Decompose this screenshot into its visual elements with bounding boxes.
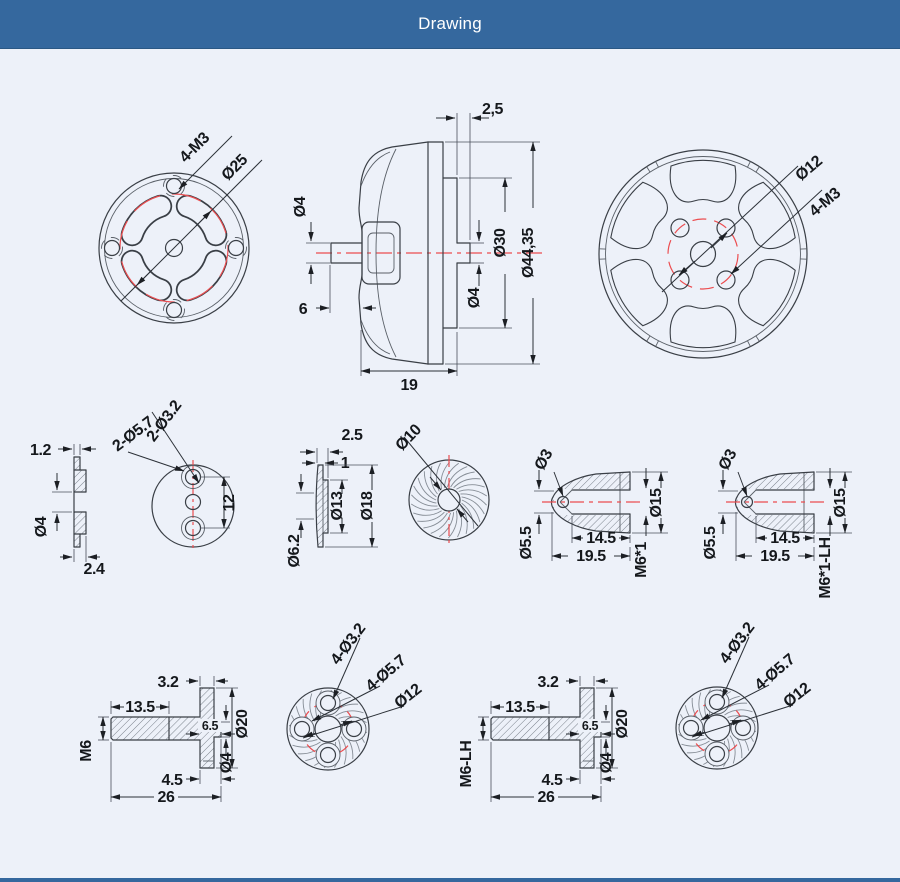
drawing-tab-header bbox=[0, 0, 900, 49]
view-prop-washer-cw bbox=[287, 620, 425, 770]
view-flange-washer-side bbox=[286, 427, 378, 568]
dim-od: Ø18 bbox=[359, 491, 376, 521]
dim-stub-len: 4.5 bbox=[541, 772, 563, 789]
view-pivot-disc bbox=[110, 397, 238, 552]
dim-bore-len: 14.5 bbox=[770, 530, 800, 547]
footer-accent-bar bbox=[0, 878, 900, 882]
dim-boss-len: 2,5 bbox=[482, 101, 504, 118]
dim-rim-thickness: 1.2 bbox=[30, 442, 52, 459]
dim-len: 19.5 bbox=[576, 548, 606, 565]
prop-washer-center-hole bbox=[704, 715, 730, 741]
dim-4xd32-label: 4-Ø3.2 bbox=[716, 619, 759, 667]
dim-rim-thickness2: 1 bbox=[340, 455, 350, 472]
dim-4m3-label: 4-M3 bbox=[176, 129, 214, 167]
view-prop-nut-cw bbox=[518, 446, 668, 577]
view-washer-side bbox=[30, 442, 105, 578]
dim-hub-len: 6.5 bbox=[581, 719, 599, 733]
dim-thread: M6 bbox=[78, 740, 95, 762]
dim-d25-label: Ø25 bbox=[218, 151, 252, 185]
dim-shaft-dia: Ø4 bbox=[292, 196, 309, 218]
dim-d12-bolt-label: Ø12 bbox=[780, 679, 814, 712]
dim-mount-dia: Ø30 bbox=[492, 228, 509, 258]
dim-bore: Ø6.2 bbox=[286, 534, 303, 568]
dim-body-dia: Ø44,35 bbox=[520, 227, 537, 279]
dim-flange-w: 3.2 bbox=[537, 674, 559, 691]
dim-stub-dia: Ø4 bbox=[598, 752, 615, 774]
dim-nut-thread: M6*1-LH bbox=[817, 537, 834, 599]
dim-2xd32-label: 2-Ø3.2 bbox=[143, 397, 186, 445]
view-motor-side bbox=[292, 101, 545, 394]
dim-tip-hole: Ø3 bbox=[531, 446, 557, 473]
dim-d12-bolt-label: Ø12 bbox=[391, 680, 425, 713]
dim-4xd57-label: 4-Ø5.7 bbox=[362, 652, 410, 696]
dim-tip-dia: Ø5.5 bbox=[702, 526, 719, 560]
dim-hub-len: 6.5 bbox=[201, 719, 219, 733]
dim-thread-len: 13.5 bbox=[125, 699, 155, 716]
dim-d10-label: Ø10 bbox=[392, 421, 425, 455]
dim-body-len: 19 bbox=[400, 377, 418, 394]
view-prop-washer-ccw bbox=[676, 619, 814, 769]
dim-flange-dia: Ø20 bbox=[234, 709, 251, 739]
dim-stub-dia: Ø4 bbox=[218, 752, 235, 774]
dim-2xd57-label: 2-Ø5.7 bbox=[109, 413, 157, 456]
drawing-tab-title: Drawing bbox=[418, 14, 482, 33]
view-prop-nut-ccw bbox=[702, 446, 852, 598]
dim-4xd32-label: 4-Ø3.2 bbox=[327, 620, 370, 668]
dim-4m3-top-label: 4-M3 bbox=[806, 184, 844, 221]
dim-thread: M6-LH bbox=[458, 740, 475, 788]
view-knurl-washer bbox=[393, 421, 489, 545]
dim-tip-hole: Ø3 bbox=[715, 446, 741, 473]
dim-nut-od: Ø15 bbox=[832, 488, 849, 518]
dim-total-thickness: 2.5 bbox=[341, 427, 363, 444]
dim-total-len: 26 bbox=[537, 789, 555, 806]
prop-washer-center-hole bbox=[315, 716, 341, 742]
dim-boss-dia: Ø4 bbox=[466, 287, 483, 309]
dim-nut-thread: M6*1 bbox=[633, 542, 650, 578]
dim-hub-thickness: 2.4 bbox=[83, 561, 105, 578]
view-bell-top bbox=[599, 150, 844, 358]
view-prop-shaft-ccw bbox=[458, 674, 631, 806]
dim-flange-dia: Ø20 bbox=[614, 709, 631, 739]
dim-stub-len: 4.5 bbox=[161, 772, 183, 789]
dim-hole-spacing: 12 bbox=[221, 494, 238, 512]
dim-bore-len: 14.5 bbox=[586, 530, 616, 547]
dim-nut-od: Ø15 bbox=[648, 488, 665, 518]
dim-d12-label: Ø12 bbox=[792, 152, 826, 185]
dim-4xd57-label: 4-Ø5.7 bbox=[751, 651, 799, 695]
dim-tip-dia: Ø5.5 bbox=[518, 526, 535, 560]
dim-len: 19.5 bbox=[760, 548, 790, 565]
view-prop-shaft-cw bbox=[78, 674, 251, 806]
dim-total-len: 26 bbox=[157, 789, 175, 806]
view-base-bottom bbox=[99, 129, 262, 323]
dim-shaft-len: 6 bbox=[298, 301, 308, 318]
dim-washer-bore: Ø4 bbox=[33, 516, 50, 538]
dim-thread-len: 13.5 bbox=[505, 699, 535, 716]
dim-hub-dia: Ø13 bbox=[329, 491, 346, 521]
dim-flange-w: 3.2 bbox=[157, 674, 179, 691]
